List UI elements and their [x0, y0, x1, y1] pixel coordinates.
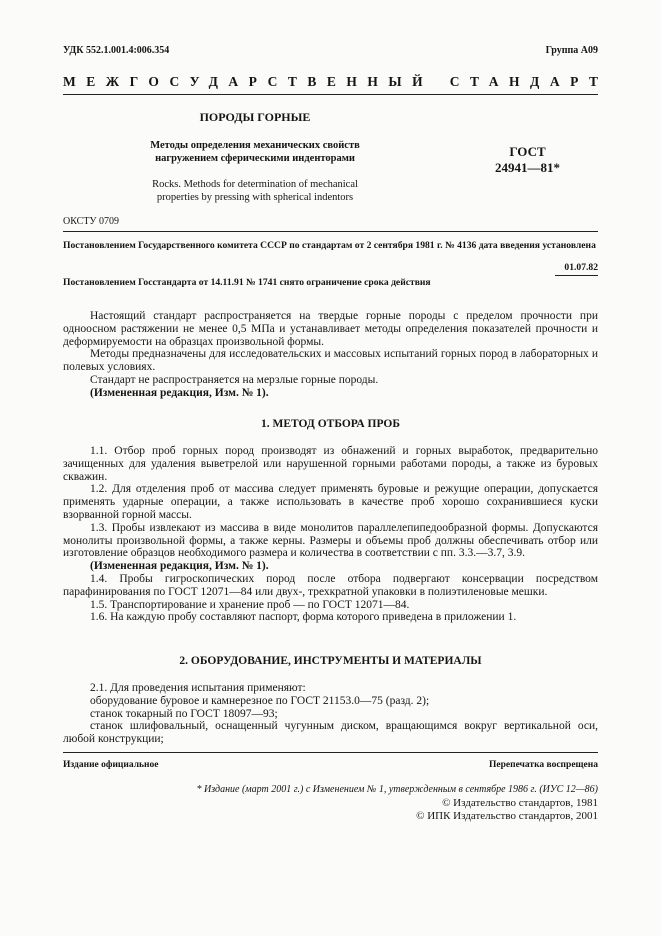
- copyright-1981: © Издательство стандартов, 1981: [442, 797, 598, 809]
- paragraph: Настоящий стандарт распространяется на твердые горные породы с пределом прочности при одноосном растяжении не менее 0,5 МПа и устанавливает методы определения показателей прочности и деформируемости на образцах произвольной формы.: [63, 310, 598, 348]
- section-1-heading: 1. МЕТОД ОТБОРА ПРОБ: [261, 418, 400, 430]
- paragraph: 1.5. Транспортирование и хранение проб — по ГОСТ 12071—84.: [90, 598, 410, 611]
- official-edition-label: Издание официальное: [63, 760, 159, 770]
- udk-code: УДК 552.1.001.4:006.354: [63, 45, 170, 56]
- copyright-2001: © ИПК Издательство стандартов, 2001: [416, 810, 598, 822]
- document-title: ПОРОДЫ ГОРНЫЕ: [199, 110, 311, 124]
- standard-banner: [63, 74, 609, 90]
- paragraph: Методы предназначены для исследовательских и массовых испытаний горных пород в лабораторных и полевых условиях.: [63, 348, 598, 374]
- paragraph: 1.1. Отбор проб горных пород производят из обнажений и горных выработок, предварительно зачищенных для удаления выветрелой или нарушенной горными работами породы, а также из буровых скважин.: [63, 445, 598, 483]
- footer-rule: [63, 752, 598, 753]
- section-2-text: [63, 682, 598, 746]
- gost-label: ГОСТ: [509, 144, 546, 159]
- decree-introduction: Постановлением Государственного комитета СССР по стандартам от 2 сентября 1981 г. № 4136 дата введения установлена: [63, 240, 596, 251]
- paragraph: Стандарт не распространяется на мерзлые горные породы.: [90, 373, 379, 386]
- gost-number: 24941—81*: [495, 160, 560, 175]
- subtitle-english: Rocks. Methods for determination of mechanical properties by pressing with spherical indentors: [152, 179, 358, 203]
- amendment-note: (Измененная редакция, Изм. № 1).: [90, 386, 269, 399]
- subtitle-russian: Методы определения механических свойств нагружением сферическими инденторами: [150, 140, 360, 164]
- amendment-note: (Измененная редакция, Изм. № 1).: [90, 560, 269, 573]
- paragraph: 1.3. Пробы извлекают из массива в виде монолитов параллелепипедообразной формы. Допускаются монолиты произвольной формы, а также керны. Размеры и объемы проб должны обеспечивать отбор или изготовление образцов необходимого размера и количества в соответствии с пп. 3.3.—3.7, 3.9.: [63, 521, 598, 560]
- okstu-rule: [63, 231, 598, 232]
- list-item: оборудование буровое и камнерезное по ГОСТ 21153.0—75 (разд. 2);: [90, 694, 430, 707]
- paragraph: 2.1. Для проведения испытания применяют:: [90, 682, 306, 694]
- header-rule: [63, 94, 598, 95]
- okstu-code: ОКСТУ 0709: [63, 216, 120, 227]
- date-underline: [555, 275, 598, 276]
- paragraph: 1.4. Пробы гигроскопических пород после отбора подвергают консервации посредством парафинирования по ГОСТ 12071—84 или двух-, трехкратной упаковки в полиэтиленовые мешки.: [63, 572, 598, 598]
- group-code: Группа А09: [545, 45, 598, 56]
- banner-word-standard: СТАНДАРТ: [449, 74, 609, 89]
- gost-designation: [470, 144, 585, 176]
- edition-note: * Издание (март 2001 г.) с Изменением № 1, утвержденным в сентябре 1986 г. (ИУС 12—86): [196, 784, 598, 795]
- list-item: станок шлифовальный, оснащенный чугунным диском, вращающимся вокруг вертикальной оси, любой конструкции;: [63, 720, 598, 746]
- reprint-prohibited-label: Перепечатка воспрещена: [488, 760, 598, 770]
- decree-limit-removed: Постановлением Госстандарта от 14.11.91 № 1741 снято ограничение срока действия: [63, 277, 431, 288]
- paragraph: 1.2. Для отделения проб от массива следует применять буровые и режущие операции, допускается применять ударные операции, а также использовать в качестве проб хорошо сохранившиеся куски взорванной горной массы.: [63, 483, 598, 521]
- intro-text: [63, 310, 598, 400]
- banner-word-interstate: МЕЖГОСУДАРСТВЕННЫЙ: [63, 74, 434, 89]
- section-1-text: [63, 445, 598, 624]
- list-item: станок токарный по ГОСТ 18097—93;: [90, 707, 278, 720]
- section-2-heading: 2. ОБОРУДОВАНИЕ, ИНСТРУМЕНТЫ И МАТЕРИАЛЫ: [179, 655, 482, 667]
- introduction-date: 01.07.82: [564, 262, 598, 273]
- paragraph: 1.6. На каждую пробу составляют паспорт, форма которого приведена в приложении 1.: [90, 611, 517, 624]
